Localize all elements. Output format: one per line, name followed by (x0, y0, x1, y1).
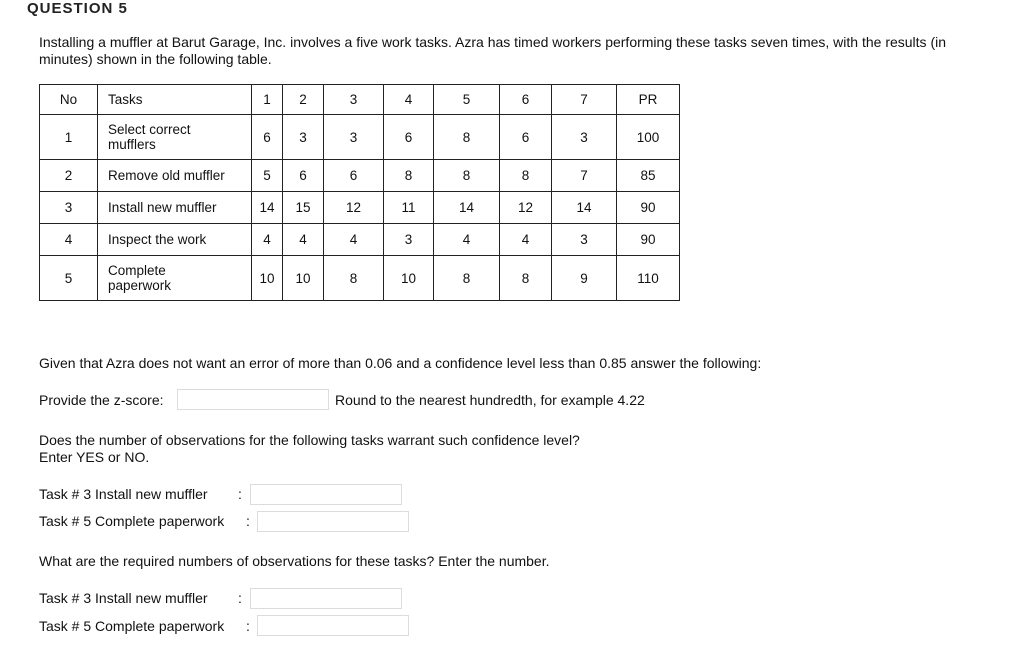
time-cell: 7 (552, 160, 617, 192)
time-cell: 6 (283, 160, 324, 192)
task-name: Remove old muffler (98, 160, 252, 192)
time-cell: 8 (324, 256, 384, 301)
header-cell: 7 (552, 85, 617, 115)
warrant-task3-input[interactable] (250, 484, 402, 505)
time-cell: 8 (434, 160, 500, 192)
time-cell: 4 (434, 224, 500, 256)
time-cell: 3 (283, 115, 324, 160)
time-cell: 4 (252, 224, 283, 256)
time-cell: 3 (384, 224, 434, 256)
time-cell: 11 (384, 192, 434, 224)
separator: : (246, 513, 250, 529)
task-name: Complete paperwork (98, 256, 252, 301)
given-statement: Given that Azra does not want an error of more than 0.06 and a confidence level less than 0.85 answer the following: (39, 355, 762, 371)
time-cell: 3 (324, 115, 384, 160)
header-cell: Tasks (98, 85, 252, 115)
header-cell: 2 (283, 85, 324, 115)
time-cell: 5 (252, 160, 283, 192)
task-number: 5 (40, 256, 98, 301)
task-name: Select correct mufflers (98, 115, 252, 160)
header-cell: 1 (252, 85, 283, 115)
time-cell: 10 (252, 256, 283, 301)
header-cell: 5 (434, 85, 500, 115)
task-name: Install new muffler (98, 192, 252, 224)
header-cell: 3 (324, 85, 384, 115)
required-task5-input[interactable] (257, 615, 409, 636)
task-number: 1 (40, 115, 98, 160)
time-cell: 15 (283, 192, 324, 224)
time-cell: 14 (552, 192, 617, 224)
time-cell: 3 (552, 115, 617, 160)
pr-cell: 90 (617, 224, 680, 256)
time-cell: 6 (324, 160, 384, 192)
zscore-input[interactable] (177, 389, 329, 410)
warrant-question: Does the number of observations for the following tasks warrant such confidence level? (39, 432, 580, 448)
time-cell: 4 (283, 224, 324, 256)
table-header-row (40, 85, 680, 115)
table-row (40, 256, 680, 301)
separator: : (246, 618, 250, 634)
pr-cell: 85 (617, 160, 680, 192)
question-intro: Installing a muffler at Barut Garage, Inc. involves a five work tasks. Azra has timed workers performing these tasks seven times, with the results (in minutes) shown in the following table. (39, 34, 947, 67)
zscore-hint: Round to the nearest hundredth, for example 4.22 (335, 392, 645, 408)
required-task3-label: Task # 3 Install new muffler (39, 590, 208, 606)
warrant-task5-label: Task # 5 Complete paperwork (39, 513, 225, 529)
time-cell: 10 (384, 256, 434, 301)
pr-cell: 90 (617, 192, 680, 224)
separator: : (238, 590, 242, 606)
pr-cell: 100 (617, 115, 680, 160)
table-row (40, 160, 680, 192)
time-cell: 8 (500, 160, 552, 192)
time-cell: 4 (324, 224, 384, 256)
task-number: 3 (40, 192, 98, 224)
table-row (40, 115, 680, 160)
warrant-task3-label: Task # 3 Install new muffler (39, 486, 208, 502)
task-number: 2 (40, 160, 98, 192)
time-cell: 8 (434, 256, 500, 301)
header-cell: 6 (500, 85, 552, 115)
time-cell: 6 (384, 115, 434, 160)
required-task3-input[interactable] (250, 588, 402, 609)
question-heading: QUESTION 5 (27, 0, 128, 17)
time-cell: 14 (434, 192, 500, 224)
time-cell: 12 (324, 192, 384, 224)
time-cell: 8 (384, 160, 434, 192)
time-cell: 6 (500, 115, 552, 160)
required-question: What are the required numbers of observations for these tasks? Enter the number. (39, 553, 550, 569)
table-row (40, 192, 680, 224)
time-cell: 10 (283, 256, 324, 301)
time-cell: 3 (552, 224, 617, 256)
time-cell: 12 (500, 192, 552, 224)
time-cell: 9 (552, 256, 617, 301)
warrant-task5-input[interactable] (257, 511, 409, 532)
task-times-table (39, 84, 680, 301)
separator: : (238, 486, 242, 502)
task-number: 4 (40, 224, 98, 256)
required-task5-label: Task # 5 Complete paperwork (39, 618, 225, 634)
time-cell: 8 (434, 115, 500, 160)
header-cell: 4 (384, 85, 434, 115)
time-cell: 8 (500, 256, 552, 301)
header-cell: PR (617, 85, 680, 115)
time-cell: 4 (500, 224, 552, 256)
zscore-label: Provide the z-score: (39, 392, 164, 408)
task-name: Inspect the work (98, 224, 252, 256)
pr-cell: 110 (617, 256, 680, 301)
time-cell: 6 (252, 115, 283, 160)
table-row (40, 224, 680, 256)
header-cell: No (40, 85, 98, 115)
warrant-instruction: Enter YES or NO. (39, 449, 150, 465)
time-cell: 14 (252, 192, 283, 224)
